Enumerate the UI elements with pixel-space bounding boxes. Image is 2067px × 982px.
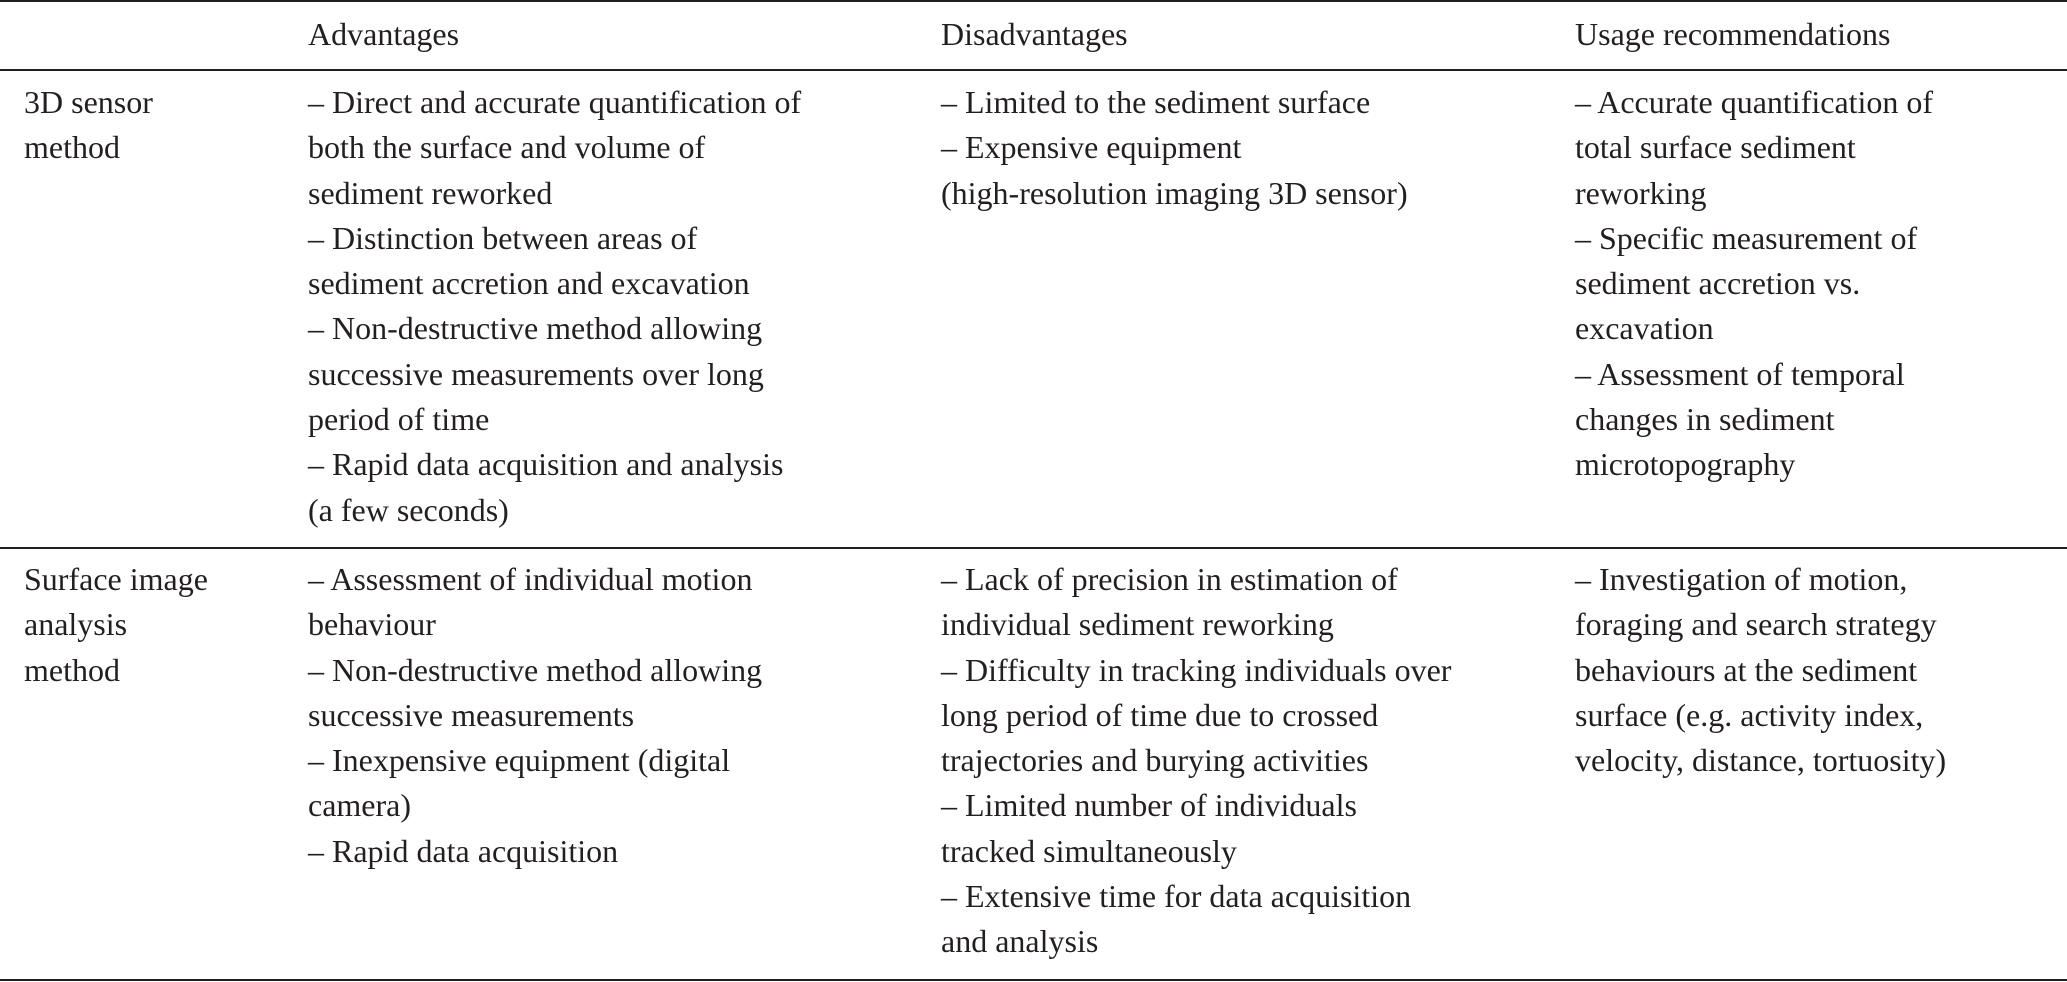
cell-line: tracked simultaneously [941,832,1237,869]
cell-line: sediment accretion and excavation [308,265,750,302]
table-row-surface-image [0,557,2067,975]
cell-line: changes in sediment [1575,401,1835,438]
cell-line: camera) [308,787,412,824]
cell-line: long period of time due to crossed [941,696,1379,733]
cell-line: (a few seconds) [308,491,509,528]
cell-line: microtopography [1575,446,1796,483]
disadvantages-cell [941,80,1408,216]
row-separator-rule [0,547,2067,549]
cell-line: – Limited number of individuals [941,787,1357,824]
cell-line: – Assessment of temporal [1575,355,1905,392]
cell-line: – Specific measurement of [1575,219,1918,256]
cell-line: sediment reworked [308,174,553,211]
cell-line: foraging and search strategy [1575,606,1937,643]
cell-line: – Difficulty in tracking individuals over [941,651,1452,688]
cell-line: analysis [24,606,128,643]
cell-line: Surface image [24,561,208,597]
cell-line: – Investigation of motion, [1575,561,1908,597]
header-usage-recommendations: Usage recommendations [1575,16,1891,52]
cell-line: individual sediment reworking [941,606,1334,643]
table-bottom-rule [0,979,2067,981]
cell-line: method [24,651,120,688]
cell-line: – Assessment of individual motion [308,561,753,597]
cell-line: velocity, distance, tortuosity) [1575,742,1947,779]
usage-cell [1575,557,1946,783]
table-top-rule [0,0,2067,2]
cell-line: – Rapid data acquisition and analysis [308,446,784,483]
advantages-cell [308,557,762,874]
cell-line: reworking [1575,174,1707,211]
cell-line: successive measurements over long [308,355,764,392]
advantages-cell [308,80,801,533]
cell-line: method [24,129,120,166]
method-cell [24,557,208,693]
table-row-3d-sensor [0,80,2067,540]
cell-line: successive measurements [308,696,635,733]
cell-line: – Non-destructive method allowing [308,651,763,688]
cell-line: sediment accretion vs. [1575,265,1861,302]
cell-line: – Direct and accurate quantification of [308,84,802,120]
header-disadvantages: Disadvantages [941,16,1128,52]
cell-line: period of time [308,401,490,438]
header-advantages: Advantages [308,16,460,52]
cell-line: (high-resolution imaging 3D sensor) [941,174,1408,211]
cell-line: behaviours at the sediment [1575,651,1918,688]
cell-line: – Inexpensive equipment (digital [308,742,731,779]
cell-line: surface (e.g. activity index, [1575,696,1924,733]
cell-line: – Expensive equipment [941,129,1242,166]
cell-line: total surface sediment [1575,129,1856,166]
cell-line: – Extensive time for data acquisition [941,878,1412,915]
disadvantages-cell [941,557,1451,965]
cell-line: and analysis [941,923,1099,960]
method-cell [24,80,153,171]
cell-line: both the surface and volume of [308,129,706,166]
cell-line: – Lack of precision in estimation of [941,561,1398,597]
cell-line: – Accurate quantification of [1575,84,1934,120]
header-rule [0,69,2067,71]
cell-line: – Limited to the sediment surface [941,84,1371,120]
cell-line: – Rapid data acquisition [308,832,619,869]
cell-line: – Non-destructive method allowing [308,310,763,347]
cell-line: excavation [1575,310,1714,347]
cell-line: 3D sensor [24,84,153,120]
cell-line: behaviour [308,606,436,643]
cell-line: trajectories and burying activities [941,742,1369,779]
table-header-row [0,12,2067,58]
cell-line: – Distinction between areas of [308,219,698,256]
usage-cell [1575,80,1933,488]
